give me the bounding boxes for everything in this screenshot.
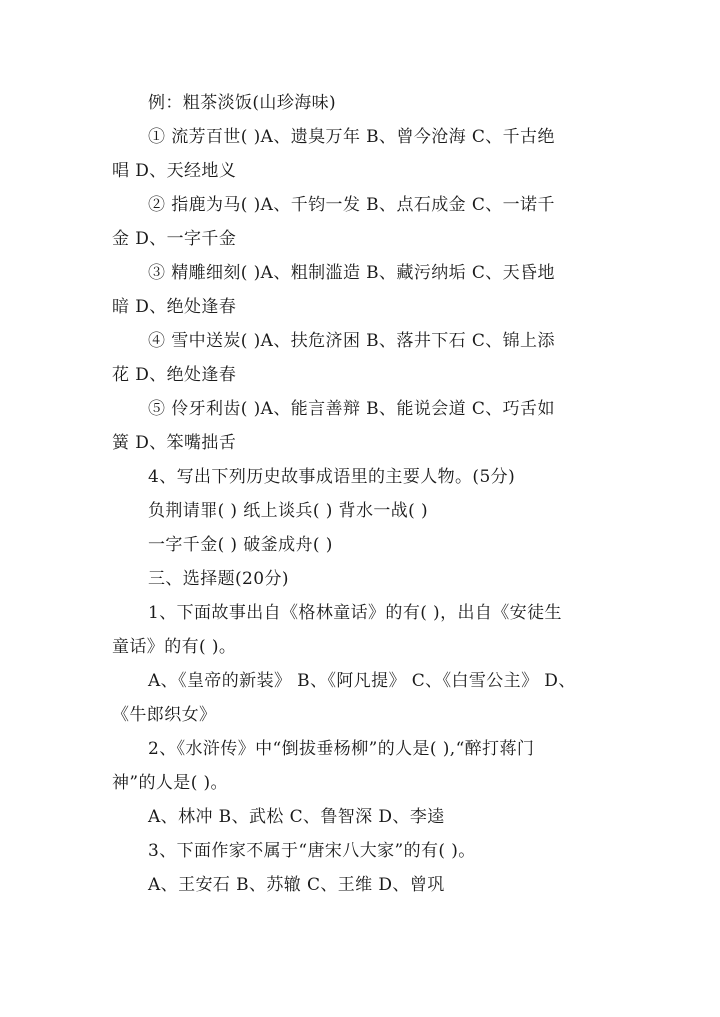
text-line: 童话》的有( )。 bbox=[112, 637, 237, 657]
text-line: ② 指鹿为马( )A、千钧一发 B、点石成金 C、一诺千 bbox=[148, 195, 555, 215]
text-line: ④ 雪中送炭( )A、扶危济困 B、落井下石 C、锦上添 bbox=[148, 331, 555, 351]
text-line: A、《皇帝的新装》 B、《阿凡提》 C、《白雪公主》 D、 bbox=[148, 671, 576, 691]
text-line: A、林冲 B、武松 C、鲁智深 D、李逵 bbox=[148, 807, 445, 827]
text-line: 簧 D、笨嘴拙舌 bbox=[112, 433, 237, 453]
text-line: 神”的人是( )。 bbox=[112, 773, 228, 793]
text-line: 《牛郎织女》 bbox=[112, 705, 217, 725]
question-4-heading: 4、写出下列历史故事成语里的主要人物。(5分) bbox=[148, 467, 516, 487]
text-line: 1、下面故事出自《格林童话》的有( )，出自《安徒生 bbox=[148, 603, 562, 623]
text-line: 3、下面作家不属于“唐宋八大家”的有( )。 bbox=[148, 841, 476, 861]
document-body bbox=[112, 86, 612, 902]
text-line: 2、《水浒传》中“倒拔垂杨柳”的人是( ),“醉打蒋门 bbox=[148, 739, 535, 759]
text-line: 一字千金( ) 破釜成舟( ) bbox=[148, 535, 333, 555]
text-line: 唱 D、天经地义 bbox=[112, 161, 237, 181]
text-line: 负荆请罪( ) 纸上谈兵( ) 背水一战( ) bbox=[148, 501, 429, 521]
text-line: A、王安石 B、苏辙 C、王维 D、曾巩 bbox=[148, 875, 445, 895]
text-line: ③ 精雕细刻( )A、粗制滥造 B、藏污纳垢 C、天昏地 bbox=[148, 263, 555, 283]
text-line: 金 D、一字千金 bbox=[112, 229, 237, 249]
text-line: 暗 D、绝处逢春 bbox=[112, 297, 237, 317]
text-line: 花 D、绝处逢春 bbox=[112, 365, 237, 385]
text-line: ⑤ 伶牙利齿( )A、能言善辩 B、能说会道 C、巧舌如 bbox=[148, 399, 555, 419]
text-line: ① 流芳百世( )A、遗臭万年 B、曾今沧海 C、千古绝 bbox=[148, 127, 555, 147]
text-line: 例：粗茶淡饭(山珍海味) bbox=[148, 93, 337, 113]
section-3-heading: 三、选择题(20分) bbox=[148, 569, 289, 589]
